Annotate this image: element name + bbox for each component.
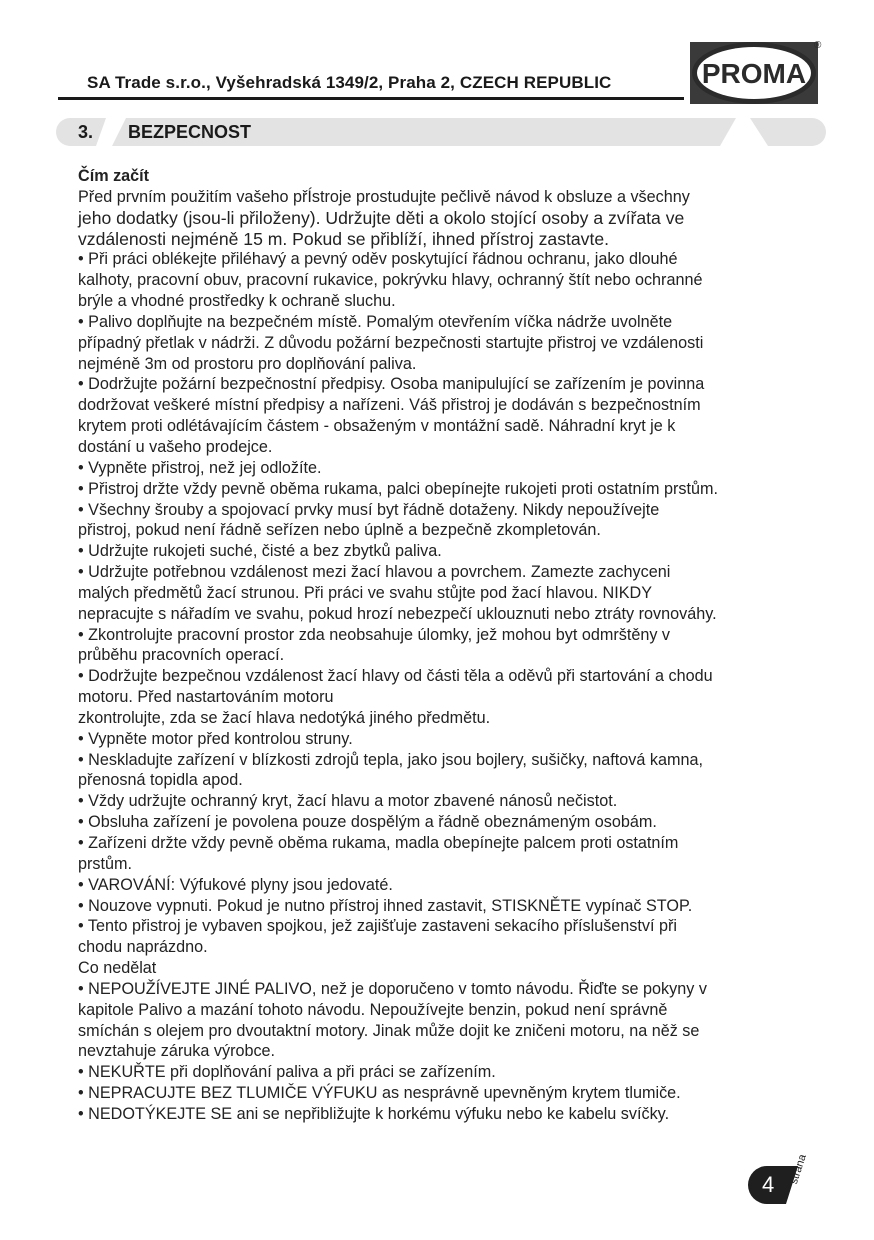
text-line: • Vypněte motor před kontrolou struny. bbox=[78, 729, 353, 748]
text-line: motoru. Před nastartováním motoru bbox=[78, 688, 334, 707]
text-line: případný přetlak v nádrži. Z důvodu požární bezpečnosti startujte přistroj ve vzdálenosti bbox=[78, 333, 704, 352]
text-line: smíchán s olejem pro dvoutaktní motory. Jinak může dojit ke zničeni motoru, na něž se bbox=[78, 1021, 700, 1040]
text-line: • VAROVÁNÍ: Výfukové plyny jsou jedovaté. bbox=[78, 875, 393, 894]
page-label: strana bbox=[788, 1152, 809, 1186]
text-line: • Přistroj držte vždy pevně oběma rukama, palci obepínejte rukojeti proti ostatním prstům. bbox=[78, 479, 718, 498]
text-line: • Zkontrolujte pracovní prostor zda neobsahuje úlomky, jež mohou byt odmrštěny v bbox=[78, 625, 671, 644]
section-title: BEZPECNOST bbox=[128, 122, 252, 142]
text-line: • Vždy udržujte ochranný kryt, žací hlavu a motor zbavené nánosů nečistot. bbox=[78, 792, 618, 811]
text-line: • NEPOUŽÍVEJTE JINÉ PALIVO, než je doporučeno v tomto návodu. Řiďte se pokyny v bbox=[78, 979, 707, 998]
text-line: prstům. bbox=[78, 854, 132, 873]
text-line: • NEKUŘTE při doplňování paliva a při práci se zařízením. bbox=[78, 1063, 496, 1082]
text-line: Před prvním použitím vašeho přÍstroje prostudujte pečlivě návod k obsluze a všechny bbox=[78, 187, 690, 206]
text-line: průběhu pracovních operací. bbox=[78, 646, 285, 665]
text-line: • Dodržujte požární bezpečnostní předpisy. Osoba manipulující se zařízením je povinna bbox=[78, 375, 705, 394]
text-line: nepracujte s nářadím ve svahu, pokud hrozí nebezpečí uklouznuti nebo ztráty rovnováhy. bbox=[78, 604, 717, 623]
text-line: • Tento přistroj je vybaven spojkou, jež zajišťuje zastaveni sekacího příslušenství při bbox=[78, 917, 677, 936]
text-line: chodu naprázdno. bbox=[78, 938, 208, 957]
text-line: • NEPRACUJTE BEZ TLUMIČE VÝFUKU as nesprávně upevněným krytem tlumiče. bbox=[78, 1084, 681, 1103]
content-heading: Čím začít bbox=[78, 167, 150, 185]
page-number: 4 bbox=[762, 1172, 775, 1197]
text-line: • Udržujte rukojeti suché, čisté a bez zbytků paliva. bbox=[78, 542, 442, 561]
text-line: nevztahuje záruka výrobce. bbox=[78, 1042, 276, 1061]
text-line: přenosná topidla apod. bbox=[78, 771, 243, 790]
subheading-co-nedelat: Co nedělat bbox=[78, 959, 157, 978]
text-line: • Zařízeni držte vždy pevně oběma rukama, madla obepínejte palcem proti ostatním bbox=[78, 834, 679, 852]
text-line: • Dodržujte bezpečnou vzdálenost žací hlavy od části těla a oděvů při startování a chodu bbox=[78, 667, 713, 686]
logo-text: PROMA bbox=[701, 58, 807, 89]
text-line: krytem proti odlétávajícím částem - obsaženým v montážní sadě. Náhradní kryt je k bbox=[78, 417, 676, 436]
text-line: vzdálenosti nejméně 15 m. Pokud se přiblíží, ihned přístroj zastavte. bbox=[78, 228, 610, 249]
text-line: brýle a vhodné prostředky k ochraně sluchu. bbox=[78, 292, 396, 311]
text-line: malých předmětů žací strunou. Při práci ve svahu stůjte pod žací hlavou. NIKDY bbox=[78, 583, 653, 602]
registered-mark: ® bbox=[814, 40, 822, 51]
text-line: • NEDOTÝKEJTE SE ani se nepřibližujte k horkému výfuku nebo ke kabelu svíčky. bbox=[78, 1104, 670, 1123]
text-line: • Neskladujte zařízení v blízkosti zdrojů tepla, jako jsou bojlery, sušičky, naftová kamna, bbox=[78, 750, 703, 769]
company-address: SA Trade s.r.o., Vyšehradská 1349/2, Praha 2, CZECH REPUBLIC bbox=[87, 73, 612, 92]
text-line: nejméně 3m od prostoru pro doplňování paliva. bbox=[78, 354, 417, 373]
header-divider bbox=[58, 97, 684, 100]
section-header bbox=[56, 118, 826, 146]
text-line: dodržovat veškeré místní předpisy a nařízeni. Váš přistroj je dodáván s bezpečnostním bbox=[78, 396, 701, 415]
text-line: • Udržujte potřebnou vzdálenost mezi žací hlavou a povrchem. Zamezte zachyceni bbox=[78, 563, 671, 582]
text-line: • Obsluha zařízení je povolena pouze dospělým a řádně obeznámeným osobám. bbox=[78, 813, 657, 832]
text-line: • Všechny šrouby a spojovací prvky musí byt řádně dotaženy. Nikdy nepoužívejte bbox=[78, 500, 660, 519]
text-line: dostání u vašeho prodejce. bbox=[78, 437, 273, 456]
text-line: jeho dodatky (jsou-li přiloženy). Udržujte děti a okolo stojící osoby a zvířata ve bbox=[78, 207, 685, 228]
text-line: • Palivo doplňujte na bezpečném místě. Pomalým otevřením víčka nádrže uvolněte bbox=[78, 312, 673, 331]
text-line: přistroj, pokud není řádně seřízen nebo úplně a bezpečně zkompletován. bbox=[78, 521, 601, 540]
text-line: • Při práci oblékejte přiléhavý a pevný oděv poskytující řádnou ochranu, jako dlouhé bbox=[78, 250, 678, 269]
text-line: zkontrolujte, zda se žací hlava nedotýká jiného předmětu. bbox=[78, 708, 491, 727]
proma-logo bbox=[690, 40, 820, 104]
text-line: • Vypněte přistroj, než jej odložíte. bbox=[78, 458, 322, 477]
text-line: kalhoty, pracovní obuv, pracovní rukavice, pokrývku hlavy, ochranný štít nebo ochranné bbox=[78, 271, 703, 290]
text-line: • Nouzove vypnuti. Pokud je nutno přístroj ihned zastavit, STISKNĚTE vypínač STOP. bbox=[78, 896, 693, 915]
section-number: 3. bbox=[78, 122, 94, 142]
text-line: kapitole Palivo a mazání tohoto návodu. Nepoužívejte benzin, pokud není správně bbox=[78, 1000, 668, 1019]
safety-text bbox=[78, 166, 826, 1125]
proma-logo-graphic bbox=[690, 40, 820, 104]
